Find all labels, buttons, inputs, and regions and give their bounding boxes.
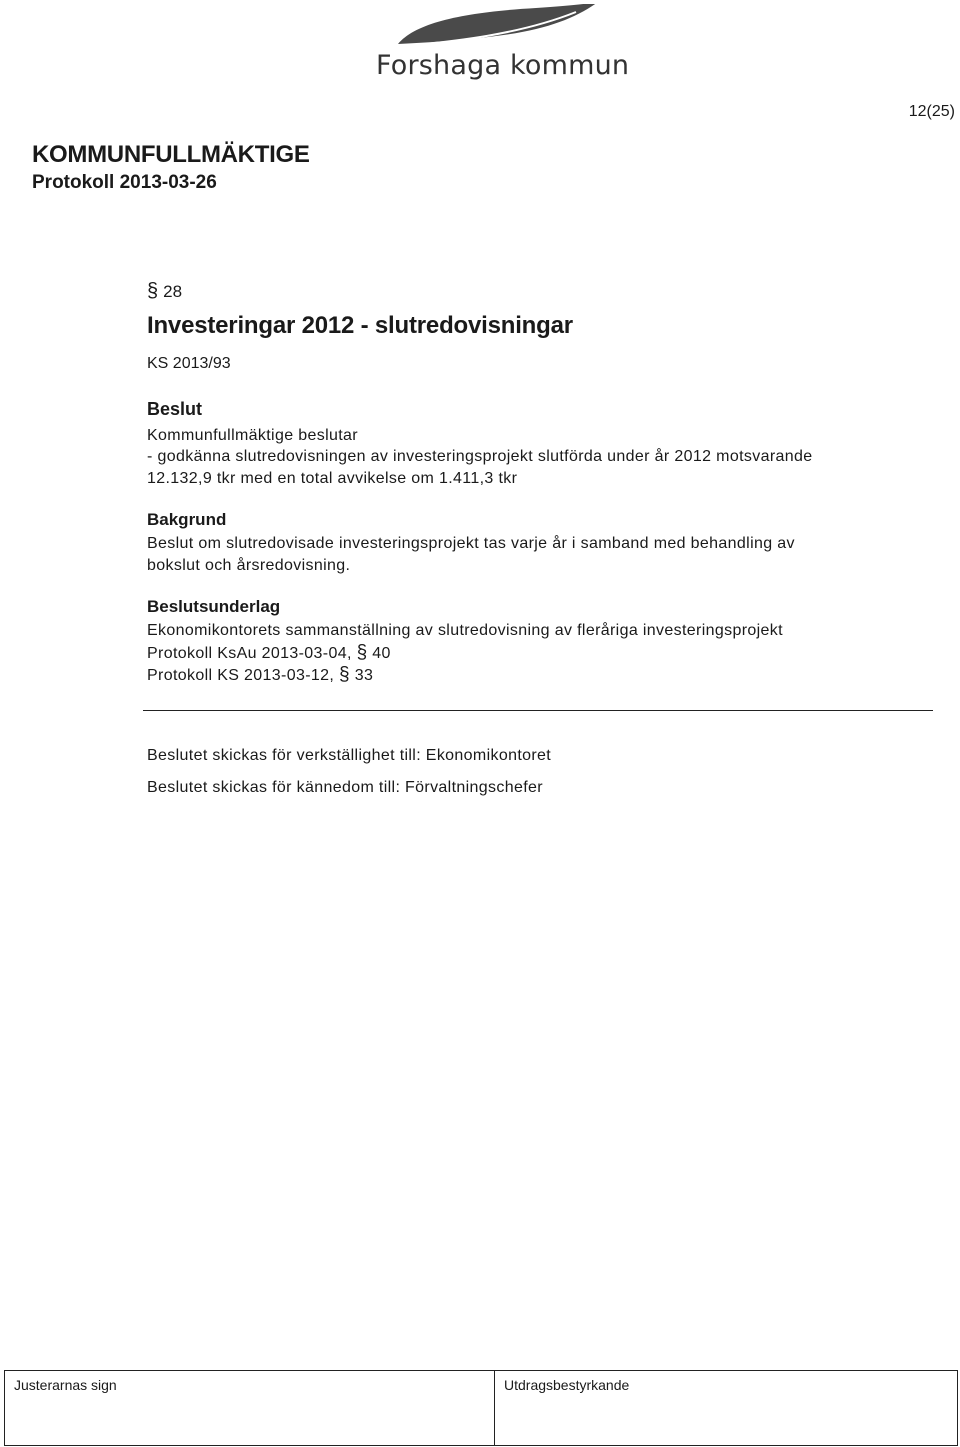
decision-heading: Beslut (147, 399, 203, 419)
section-sign-icon: § (356, 642, 368, 663)
basis-line-text: Protokoll KS 2013-03-12, (147, 667, 335, 684)
basis-line: Ekonomikontorets sammanställning av slutredovisning av fleråriga investeringsprojekt (147, 622, 783, 639)
basis-line-text: Protokoll KsAu 2013-03-04, (147, 645, 352, 662)
decision-line: - godkänna slutredovisningen av investeringsprojekt slutförda under år 2012 motsvarande (147, 448, 813, 465)
decision-line: Kommunfullmäktige beslutar (147, 427, 358, 444)
page-number: 12(25) (908, 103, 955, 120)
logo-swoosh-icon (376, 4, 616, 54)
paragraph-number (147, 280, 182, 303)
separator-line (143, 710, 933, 711)
basis-line (147, 642, 391, 665)
background-line: Beslut om slutredovisade investeringsprojekt tas varje år i samband med behandling av (147, 535, 795, 552)
basis-ref: 33 (354, 667, 374, 684)
section-title: Investeringar 2012 - slutredovisningar (147, 312, 573, 339)
basis-heading: Beslutsunderlag (147, 597, 281, 616)
distribution-execution: Beslutet skickas för verkställighet till: Ekonomikontoret (147, 747, 552, 764)
justifiers-sign-label: Justerarnas sign (14, 1377, 117, 1393)
signature-box (4, 1370, 958, 1446)
basis-ref: 40 (372, 645, 391, 662)
paragraph-number-value: 28 (163, 282, 183, 301)
organization-name: KOMMUNFULLMÄKTIGE (32, 141, 310, 168)
distribution-information: Beslutet skickas för kännedom till: Förvaltningschefer (147, 779, 543, 796)
certification-label: Utdragsbestyrkande (504, 1377, 630, 1393)
footer-divider (494, 1371, 495, 1445)
forshaga-logo (376, 4, 630, 82)
case-number: KS 2013/93 (147, 355, 231, 372)
protocol-date: Protokoll 2013-03-26 (32, 172, 217, 193)
section-sign-icon: § (338, 664, 350, 685)
section-sign-icon: § (147, 280, 159, 302)
logo-text: Forshaga kommun (376, 50, 630, 81)
background-line: bokslut och årsredovisning. (147, 557, 351, 574)
background-heading: Bakgrund (147, 510, 227, 529)
decision-line: 12.132,9 tkr med en total avvikelse om 1.411,3 tkr (147, 470, 518, 487)
basis-line (147, 664, 373, 687)
